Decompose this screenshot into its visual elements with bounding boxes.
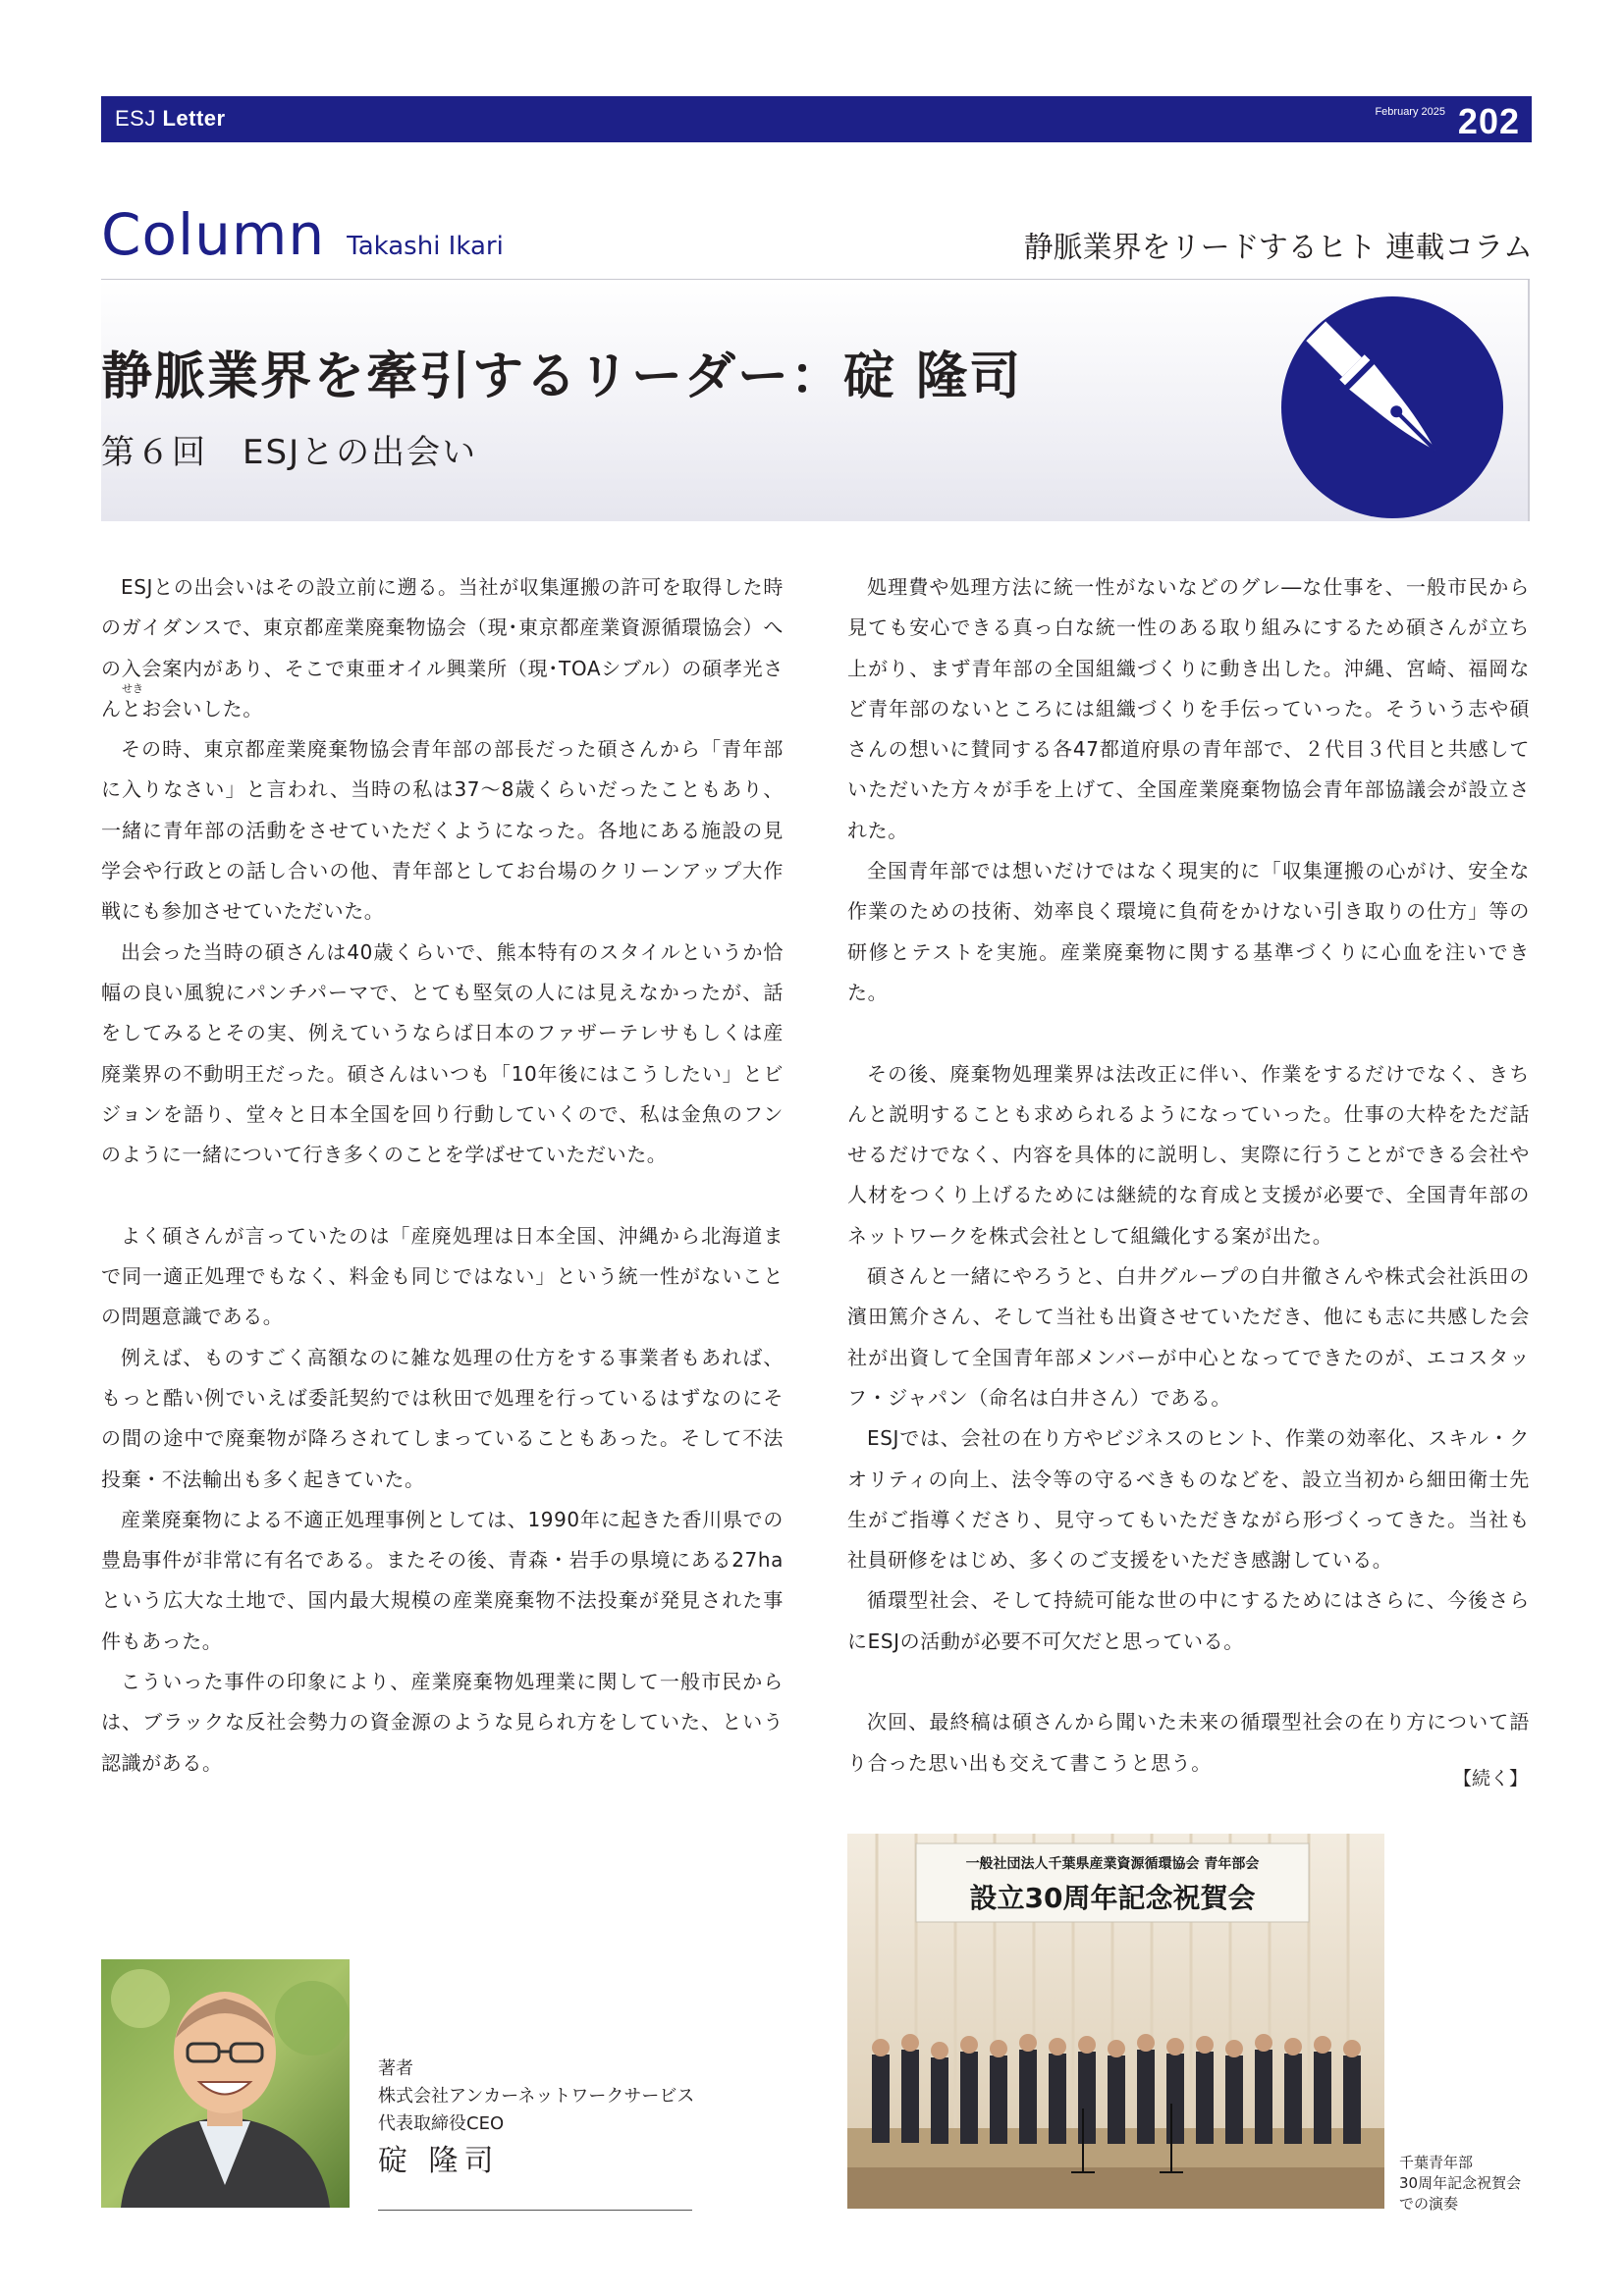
paragraph: 循環型社会、そして持続可能な世の中にするためにはさらに、今後さらにESJの活動が必要不可欠だと思っている。 — [847, 1588, 1530, 1653]
paragraph: 産業廃棄物による不適正処理事例としては、1990年に起きた香川県での豊島事件が非常に有名である。またその後、青森・岩手の県境にある27haという広大な土地で、国内最大規模の産業廃棄物不法投棄が発見された事件もあった。 — [101, 1507, 784, 1653]
caption-line: での演奏 — [1399, 2195, 1459, 2213]
body-column-left — [101, 567, 784, 1784]
event-photo — [847, 1834, 1384, 2209]
continued-marker: 【続く】 — [1453, 1768, 1529, 1789]
author-portrait — [101, 1959, 350, 2208]
fountain-pen-icon — [1281, 296, 1503, 518]
column-label: Column — [101, 201, 326, 268]
paragraph: 次回、最終稿は碩さんから聞いた未来の循環型社会の在り方について語り合った思い出も交えて書こうと思う。 — [847, 1710, 1530, 1775]
paragraph: 出会った当時の碩さんは40歳くらいで、熊本特有のスタイルというか恰幅の良い風貌にパンチパーマで、とても堅気の人には見えなかったが、話をしてみるとその実、例えていうならば日本のファザーテレサもしくは産廃業界の不動明王だった。碩さんはいつも「10年後にはこうしたい」とビジョンを語り、堂々と日本全国を回り行動していくので、私は金魚のフンのように一緒について行き多くのことを学ばせていただいた。 — [101, 939, 784, 1167]
issue-number: 202 — [1457, 101, 1520, 141]
paragraph: 処理費や処理方法に統一性がないなどのグレ―な仕事を、一般市民から見ても安心できる真っ白な統一性のある取り組みにするため碩さんが立ち上がり、まず青年部の全国組織づくりに動き出した。沖縄、宮崎、福岡など青年部のないところには組織づくりを手伝っていった。そういう志や碩さんの想いに賛同する各47都道府県の青年部で、２代目３代目と共感していただいた方々が手を上げて、全国産業廃棄物協会青年部協議会が設立された。 — [847, 575, 1530, 842]
ruby-annotation: せき — [122, 682, 143, 695]
header-bar — [101, 96, 1532, 142]
article-subtitle: 第６回 ESJとの出会い — [101, 433, 478, 472]
paragraph: ESJとの出会いはその設立前に遡る。当社が収集運搬の許可を取得した時のガイダンスで、東京都産業廃棄物協会（現･東京都産業資源循環協会）への入会案内があり、そこで東亜オイル興業所（現･TOAシブル）の碩孝光さんとお会いした。 — [101, 575, 784, 721]
column-author: Takashi Ikari — [347, 232, 504, 261]
paragraph: 碩さんと一緒にやろうと、白井グループの白井徹さんや株式会社浜田の濱田篤介さん、そして当社も出資させていただき、他にも志に共感した会社が出資して全国青年部メンバーが中心となってできたのが、エコスタッフ・ジャパン（命名は白井さん）である。 — [847, 1264, 1530, 1410]
series-title: 静脈業界をリードするヒト 連載コラム — [1023, 231, 1533, 265]
banner-line-1: 一般社団法人千葉県産業資源循環協会 青年部会 — [965, 1856, 1260, 1872]
banner-line-2: 設立30周年記念祝賀会 — [969, 1882, 1256, 1914]
photo-caption — [1399, 2153, 1521, 2215]
paragraph: その時、東京都産業廃棄物協会青年部の部長だった碩さんから「青年部に入りなさい」と言われ、当時の私は37～8歳くらいだったこともあり、一緒に青年部の活動をさせていただくようになった。各地にある施設の見学会や行政との話し合いの他、青年部としてお台場のクリーンアップ大作戦にも参加させていただいた。 — [101, 737, 784, 924]
paragraph: よく碩さんが言っていたのは「産廃処理は日本全国、沖縄から北海道まで同一適正処理でもなく、料金も同じではない」という統一性がないことの問題意識である。 — [101, 1223, 784, 1329]
body-column-right — [847, 567, 1530, 1784]
paragraph: その後、廃棄物処理業界は法改正に伴い、作業をするだけでなく、きちんと説明することも求められるようになっていった。仕事の大枠をただ話せるだけでなく、内容を具体的に説明し、実際に行うことができる会社や人材をつくり上げるためには継続的な育成と支援が必要で、全国青年部のネットワークを株式会社として組織化する案が出た。 — [847, 1061, 1530, 1248]
issue-date: February 2025 — [1375, 106, 1445, 118]
paragraph: 例えば、ものすごく高額なのに雑な処理の仕方をする事業者もあれば、もっと酷い例でいえば委託契約では秋田で処理を行っているはずなのにその間の途中で廃棄物が降ろされてしまっていることもあった。そして不法投棄・不法輸出も多く起きていた。 — [101, 1345, 784, 1491]
paragraph: こういった事件の印象により、産業廃棄物処理業に関して一般市民からは、ブラックな反社会勢力の資金源のような見られ方をしていた、という認識がある。 — [101, 1670, 784, 1775]
author-company: 株式会社アンカーネットワークサービス — [378, 2086, 695, 2107]
caption-line: 30周年記念祝賀会 — [1399, 2174, 1522, 2192]
author-position: 代表取締役CEO — [378, 2113, 505, 2134]
paragraph: ESJでは、会社の在り方やビジネスのヒント、作業の効率化、スキル・クオリティの向上、法令等の守るべきものなどを、設立当初から細田衛士先生がご指導くださり、見守ってもいただきながら形づくってきた。当社も社員研修をはじめ、多くのご支援をいただき感謝している。 — [847, 1426, 1530, 1573]
author-role: 著者 — [378, 2058, 413, 2079]
hero-divider — [1528, 280, 1530, 521]
article-title: 静脈業界を牽引するリーダー：碇 隆司 — [101, 347, 1023, 406]
author-name: 碇 隆司 — [378, 2144, 500, 2178]
caption-line: 千葉青年部 — [1399, 2154, 1474, 2171]
author-divider — [378, 2210, 692, 2211]
column-heading — [101, 201, 504, 268]
brand-logo: ESJ Letter — [115, 106, 226, 131]
author-info — [378, 2056, 695, 2178]
paragraph: 全国青年部では想いだけではなく現実的に「収集運搬の心がけ、安全な作業のための技術、効率良く環境に負荷をかけない引き取りの仕方」等の研修とテストを実施。産業廃棄物に関する基準づくりに心血を注いできた。 — [847, 859, 1530, 1004]
